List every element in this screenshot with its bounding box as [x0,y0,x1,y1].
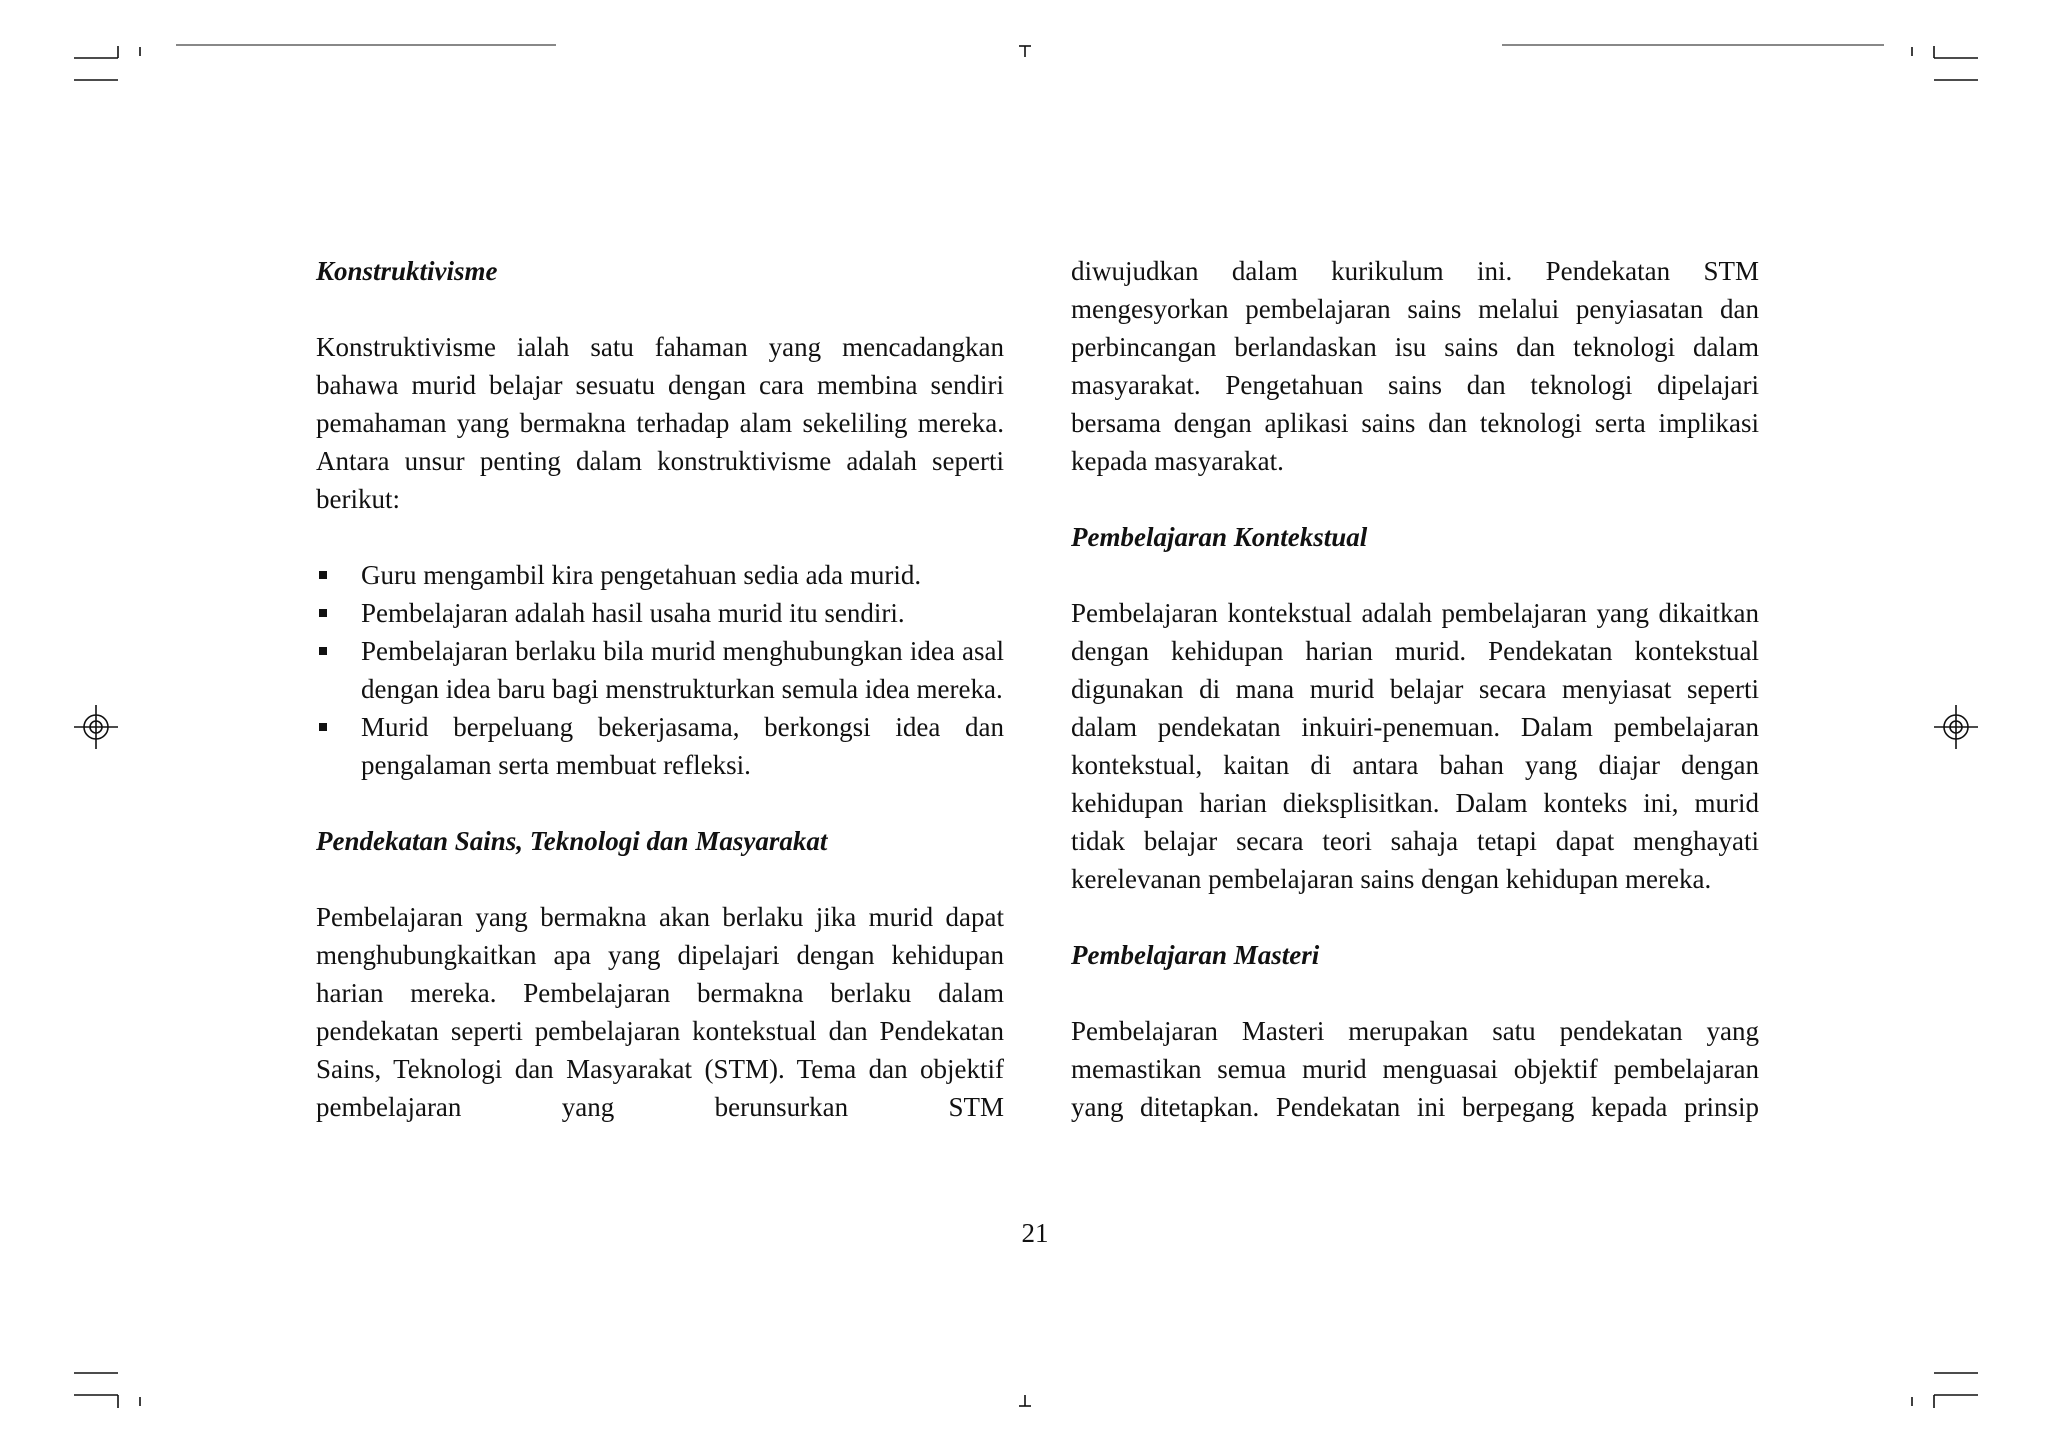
konstruktivisme-bullet-list [316,556,1004,784]
paragraph-konstruktivisme: Konstruktivisme ialah satu fahaman yang mencadangkan bahawa murid belajar sesuatu dengan cara membina sendiri pemahaman yang bermakna terhadap alam sekeliling mereka. Antara unsur penting dalam konstruktivisme adalah seperti berikut: [316,332,1004,514]
paragraph-masteri: Pembelajaran Masteri merupakan satu pendekatan yang memastikan semua murid menguasai objektif pembelajaran yang ditetapkan. Pendekatan ini berpegang kepada prinsip [1071,1016,1759,1122]
paragraph-stm: Pembelajaran yang bermakna akan berlaku jika murid dapat menghubungkaitkan apa yang dipelajari dengan kehidupan harian mereka. Pembelajaran bermakna berlaku dalam pendekatan seperti pembelajaran kontekstual dan Pendekatan Sains, Teknologi dan Masyarakat (STM). Tema dan objektif pembelajaran yang berunsurkan STM [316,902,1004,1122]
heading-masteri: Pembelajaran Masteri [1071,940,1320,970]
square-bullet-icon [319,647,327,655]
heading-konstruktivisme: Konstruktivisme [316,256,498,286]
square-bullet-icon [319,609,327,617]
list-item: Pembelajaran adalah hasil usaha murid itu sendiri. [316,594,1004,632]
heading-kontekstual: Pembelajaran Kontekstual [1071,522,1368,552]
list-item: Guru mengambil kira pengetahuan sedia ada murid. [316,556,1004,594]
page-number: 21 [1021,1218,1049,1248]
square-bullet-icon [319,723,327,731]
square-bullet-icon [319,571,327,579]
list-item: Murid berpeluang bekerjasama, berkongsi idea dan pengalaman serta membuat refleksi. [316,708,1004,784]
paragraph-stm-continued: diwujudkan dalam kurikulum ini. Pendekatan STM mengesyorkan pembelajaran sains melalui penyiasatan dan perbincangan berlandaskan isu sains dan teknologi dalam masyarakat. Pengetahuan sains dan teknologi dipelajari bersama dengan aplikasi sains dan teknologi serta implikasi kepada masyarakat. [1071,256,1759,476]
paragraph-kontekstual: Pembelajaran kontekstual adalah pembelajaran yang dikaitkan dengan kehidupan harian murid. Pendekatan kontekstual digunakan di mana murid belajar secara menyiasat seperti dalam pendekatan inkuiri-penemuan. Dalam pembelajaran kontekstual, kaitan di antara bahan yang diajar dengan kehidupan harian dieksplisitkan. Dalam konteks ini, murid tidak belajar secara teori sahaja tetapi dapat menghayati kerelevanan pembelajaran sains dengan kehidupan mereka. [1071,598,1759,894]
heading-stm: Pendekatan Sains, Teknologi dan Masyarakat [316,826,828,856]
left-column [316,252,1004,1126]
list-item: Pembelajaran berlaku bila murid menghubungkan idea asal dengan idea baru bagi menstrukturkan semula idea mereka. [316,632,1004,708]
right-column [1071,252,1759,1126]
